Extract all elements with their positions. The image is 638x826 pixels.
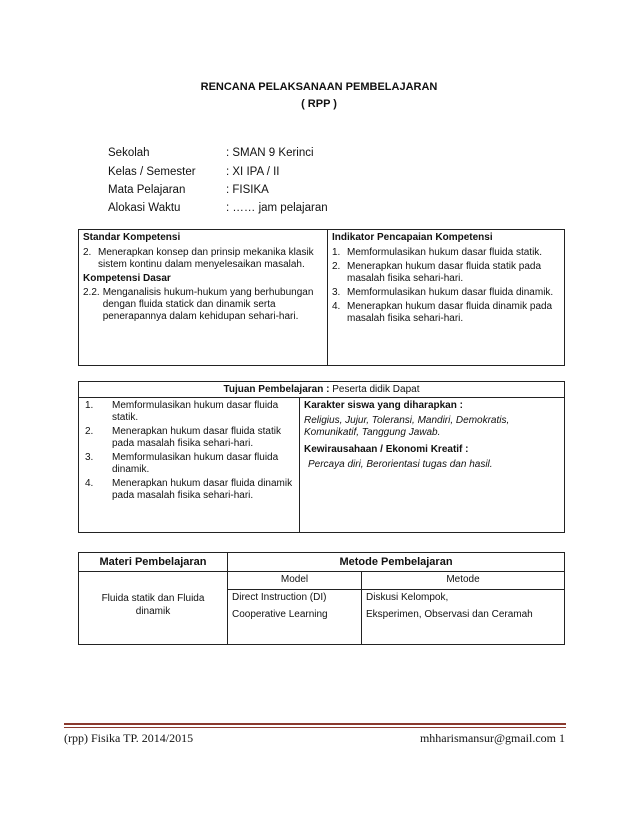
info-value: : SMAN 9 Kerinci [226,147,314,159]
metode-item: Eksperimen, Observasi dan Ceramah [366,609,533,620]
list-item: 3. Memformulasikan hukum dasar fluida dinamik. [332,287,554,298]
document-title: RENCANA PELAKSANAAN PEMBELAJARAN [200,81,438,93]
objectives-table [78,381,565,533]
info-row-kelas [108,166,279,178]
list-item: 2. Menerapkan hukum dasar fluida statik pada masalah fisika sehari-hari. [332,261,542,284]
footer-rule [64,723,566,725]
document-subtitle: ( RPP ) [301,98,337,110]
metode-item: Diskusi Kelompok, [366,592,449,603]
footer-rule-thin [64,727,566,728]
info-value: : …… jam pelajaran [226,202,328,214]
list-item: 1. Memformulasikan hukum dasar fluida statik. [85,400,279,423]
character-cell [300,398,565,533]
list-item: 2.2. Menganalisis hukum-hukum yang berhubungan dengan fluida statick dan dinamik serta penerapannya dalam kehidupan sehari-hari. [83,287,314,322]
info-row-alokasi [108,202,328,214]
objectives-header: Tujuan Pembelajaran : Peserta didik Dapat [79,382,565,398]
info-row-sekolah [108,147,314,159]
metode-sub-header: Metode [362,572,565,590]
info-label: Mata Pelajaran [108,184,186,196]
ipk-header: Indikator Pencapaian Kompetensi [332,232,493,243]
info-value: : FISIKA [226,184,269,196]
karakter-header: Karakter siswa yang diharapkan : [304,400,463,411]
list-item: 1. Memformulasikan hukum dasar fluida statik. [332,247,543,258]
kd-header: Kompetensi Dasar [83,273,171,284]
info-label: Sekolah [108,147,150,159]
list-item: 2. Menerapkan hukum dasar fluida statik pada masalah fisika sehari-hari. [85,426,281,449]
materi-text: Fluida statik dan Fluida dinamik [101,593,205,617]
materi-cell [79,572,228,645]
metode-header: Metode Pembelajaran [228,553,565,572]
list-item: 3. Memformulasikan hukum dasar fluida dinamik. [85,452,279,475]
info-label: Kelas / Semester [108,166,196,178]
model-item: Cooperative Learning [232,609,328,620]
objectives-list-cell [79,398,300,533]
karakter-text: Religius, Jujur, Toleransi, Mandiri, Demokratis, Komunikatif, Tanggung Jawab. [304,415,510,438]
footer-left: (rpp) Fisika TP. 2014/2015 [64,731,194,745]
model-header: Model [228,572,362,590]
list-item: 2. Menerapkan konsep dan prinsip mekanika klasik sistem kontinu dalam menyelesaikan masalah. [83,247,314,270]
footer-right: mhharismansur@gmail.com 1 [419,731,565,745]
model-item: Direct Instruction (DI) [232,592,327,603]
kewirausahaan-header: Kewirausahaan / Ekonomi Kreatif : [304,444,469,455]
kewirausahaan-text: Percaya diri, Berorientasi tugas dan hasil. [308,459,493,470]
metode-cell [362,590,565,645]
ipk-cell [328,230,565,366]
sk-kd-cell [79,230,328,366]
list-item: 4. Menerapkan hukum dasar fluida dinamik pada masalah fisika sehari-hari. [85,478,293,501]
list-item: 4. Menerapkan hukum dasar fluida dinamik pada masalah fisika sehari-hari. [332,301,553,324]
materi-header: Materi Pembelajaran [79,553,228,572]
sk-header: Standar Kompetensi [83,232,181,243]
info-value: : XI IPA / II [226,166,280,178]
model-cell [228,590,362,645]
info-row-mapel [108,184,269,196]
info-label: Alokasi Waktu [108,202,181,214]
competency-table [78,229,565,366]
methods-table [78,552,565,645]
